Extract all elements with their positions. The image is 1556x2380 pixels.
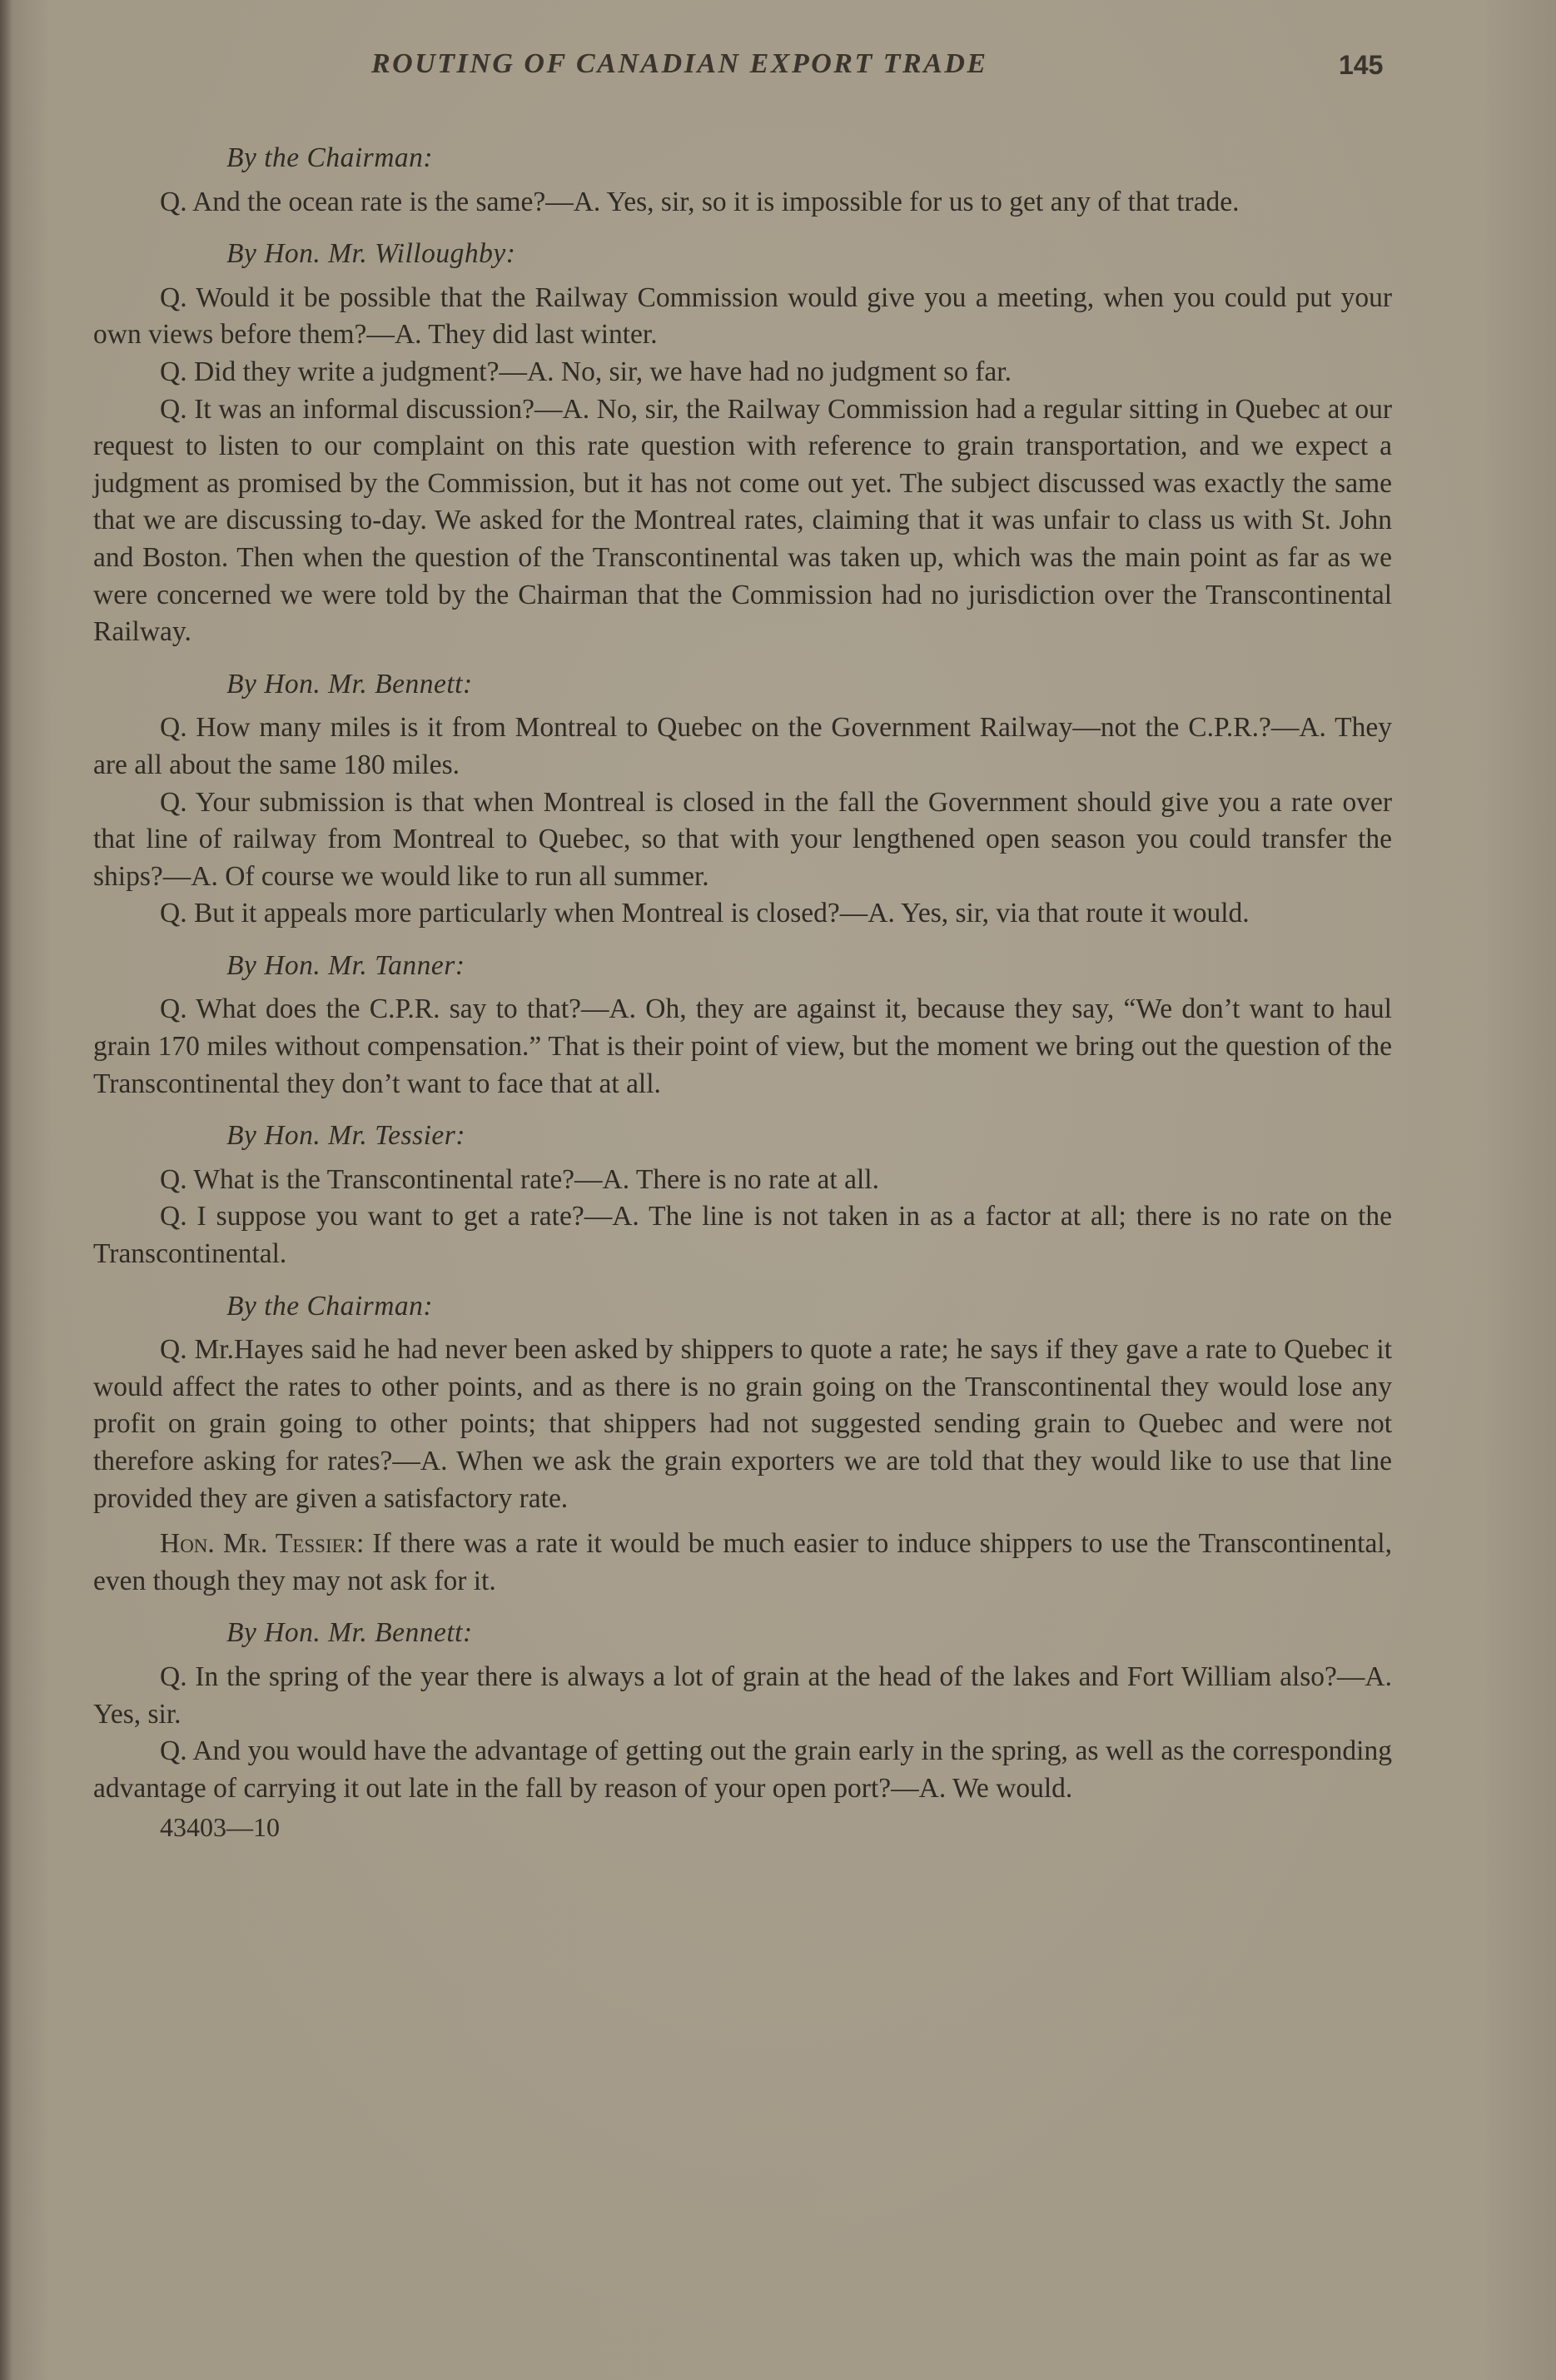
qa-paragraph: Q. But it appeals more particularly when Montreal is closed?—A. Yes, sir, via that route it would. [160, 898, 1250, 929]
qa-paragraph: Q. What is the Transcontinental rate?—A. There is no rate at all. [160, 1163, 879, 1195]
qa-paragraph: Q. What does the C.P.R. say to that?—A. Oh, they are against it, because they say, “We don’t want to haul grain 170 miles without compensation.” That is their point of view, but the moment we bring out the question of the Transcontinental they don’t want to face that at all. [93, 993, 1392, 1099]
qa-paragraph: Q. In the spring of the year there is always a lot of grain at the head of the lakes and Fort William also?—A. Yes, sir. [93, 1661, 1392, 1730]
page-number: 145 [1339, 50, 1384, 80]
qa-paragraph: Q. Your submission is that when Montreal is closed in the fall the Government should give you a rate over that line of railway from Montreal to Quebec, so that with your lengthened open season you could transfer the ships?—A. Of course we would like to run all summer. [93, 786, 1392, 892]
qa-paragraph: Q. And you would have the advantage of getting out the grain early in the spring, as well as the corresponding advantage of carrying it out late in the fall by reason of your open port?—A. We would. [93, 1735, 1392, 1804]
speaker-heading: By Hon. Mr. Bennett: [226, 668, 473, 700]
signature-mark: 43403—10 [160, 1812, 280, 1843]
qa-paragraph: Q. Did they write a judgment?—A. No, sir, we have had no judgment so far. [160, 356, 1012, 387]
speaker-heading: By the Chairman: [226, 1290, 434, 1322]
binding-edge-shadow [0, 0, 12, 2380]
qa-paragraph: Q. It was an informal discussion?—A. No, sir, the Railway Commission had a regular sitting in Quebec at our request to listen to our complaint on this rate question with reference to grain transportation, and we expect a judgment as promised by the Commission, but it has not come out yet. The subject discussed was exactly the same that we are discussing to-day. We asked for the Montreal rates, claiming that it was unfair to class us with St. John and Boston. Then when the question of the Transcontinental was taken up, which was the main point as far as we were concerned we were told by the Chairman that the Commission had no jurisdiction over the Transcontinental Railway. [93, 393, 1392, 648]
page-body [93, 140, 1392, 1846]
statement-speaker: Hon. Mr. Tessier: [160, 1528, 365, 1560]
speaker-heading: By Hon. Mr. Bennett: [226, 1617, 473, 1649]
qa-paragraph: Q. And the ocean rate is the same?—A. Yes, sir, so it is impossible for us to get any of that trade. [160, 186, 1240, 217]
page-header [0, 48, 1556, 90]
running-head: ROUTING OF CANADIAN EXPORT TRADE [371, 48, 988, 79]
qa-paragraph: Q. How many miles is it from Montreal to Quebec on the Government Railway—not the C.P.R.?—A. They are all about the same 180 miles. [93, 712, 1392, 780]
qa-paragraph: Q. Mr.Hayes said he had never been asked by shippers to quote a rate; he says if they gave a rate to Quebec it would affect the rates to other points, and as there is no grain going on the Transcontinental they would lose any profit on grain going to other points; that shippers had not suggested sending grain to Quebec and were not therefore asking for rates?—A. When we ask the grain exporters we are told that they would like to use that line provided they are given a satisfactory rate. [93, 1334, 1392, 1514]
statement-paragraph [93, 1526, 1392, 1600]
speaker-heading: By Hon. Mr. Tessier: [226, 1120, 465, 1152]
qa-paragraph: Q. Would it be possible that the Railway Commission would give you a meeting, when you could put your own views before them?—A. They did last winter. [93, 281, 1392, 351]
qa-paragraph: Q. I suppose you want to get a rate?—A. The line is not taken in as a factor at all; there is no rate on the Transcontinental. [93, 1201, 1392, 1270]
speaker-heading: By Hon. Mr. Tanner: [226, 949, 465, 981]
speaker-heading: By the Chairman: [226, 142, 434, 173]
speaker-heading: By Hon. Mr. Willoughby: [226, 238, 516, 270]
statement-text: If there was a rate it would be much easier to induce shippers to use the Transcontinental, even though they may not ask for it. [93, 1528, 1392, 1596]
